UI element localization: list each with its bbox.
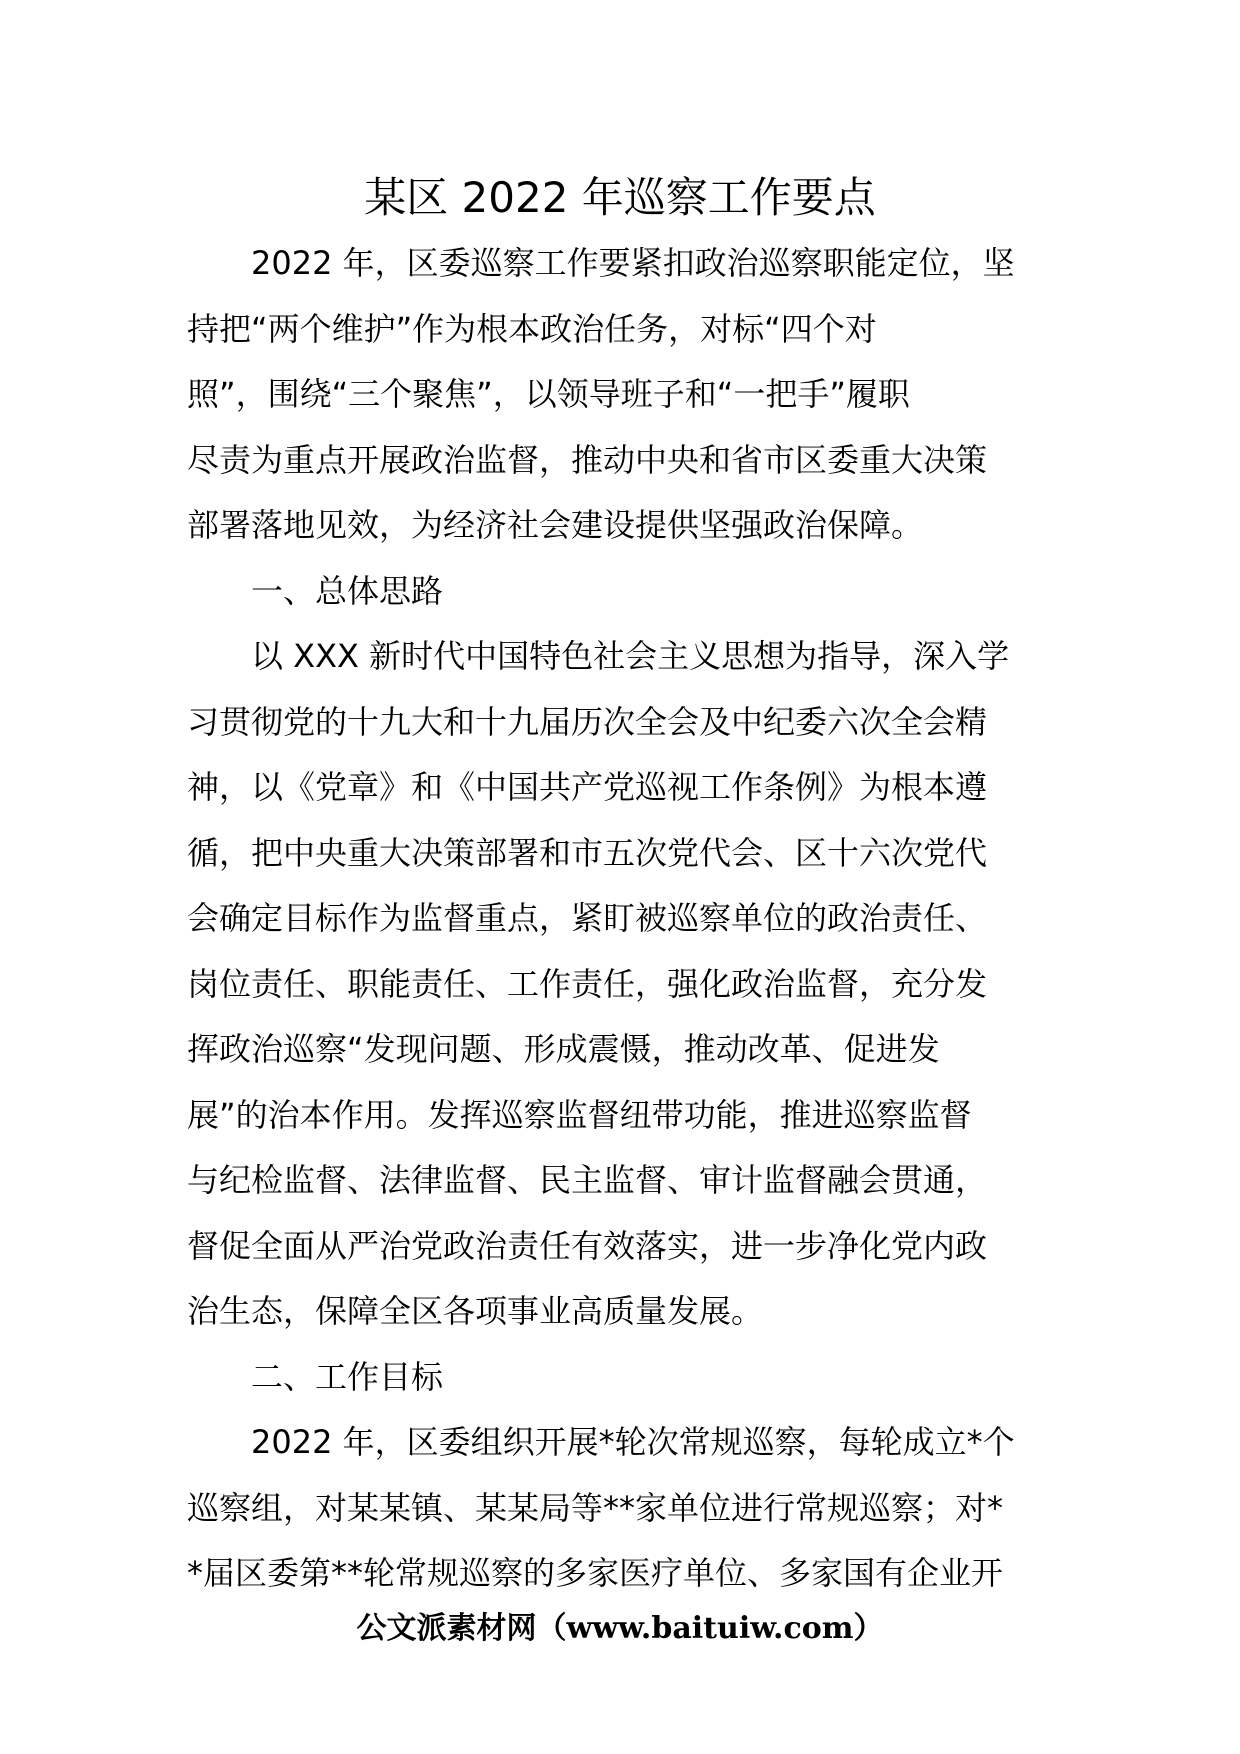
- text-line: 习贯彻党的十九大和十九届历次全会及中纪委六次全会精: [187, 702, 988, 741]
- document-body: [187, 231, 1057, 1607]
- text-line: 部署落地见效，为经济社会建设提供坚强政治保障。: [187, 506, 924, 544]
- section-heading: 一、总体思路: [187, 571, 444, 610]
- text-line: 展”的治本作用。发挥巡察监督纽带功能，推进巡察监督: [187, 1095, 972, 1134]
- document-title: 某区 2022 年巡察工作要点: [364, 173, 876, 222]
- text-line: 照”，围绕“三个聚焦”，以领导班子和“一把手”履职: [187, 375, 910, 413]
- text-line: 巡察组，对某某镇、某某局等**家单位进行常规巡察；对*: [187, 1488, 1004, 1527]
- text-line: *届区委第**轮常规巡察的多家医疗单位、多家国有企业开: [187, 1554, 1004, 1592]
- section-heading: 二、工作目标: [187, 1357, 444, 1396]
- text-line: 督促全面从严治党政治责任有效落实，进一步净化党内政: [187, 1226, 988, 1265]
- text-line: 治生态，保障全区各项事业高质量发展。: [187, 1292, 764, 1330]
- text-line: 2022 年，区委巡察工作要紧扣政治巡察职能定位，坚: [187, 244, 1015, 282]
- text-line: 挥政治巡察“发现问题、形成震慑，推动改革、促进发: [187, 1030, 940, 1068]
- text-line: 与纪检监督、法律监督、民主监督、审计监督融会贯通，: [187, 1161, 988, 1199]
- text-line: 以 XXX 新时代中国特色社会主义思想为指导，深入学: [187, 637, 1010, 675]
- text-line: 2022 年，区委组织开展*轮次常规巡察，每轮成立*个: [187, 1423, 1015, 1461]
- text-line: 尽责为重点开展政治监督，推动中央和省市区委重大决策: [187, 440, 988, 479]
- text-line: 神，以《党章》和《中国共产党巡视工作条例》为根本遵: [187, 768, 988, 806]
- text-line: 岗位责任、职能责任、工作责任，强化政治监督，充分发: [187, 964, 988, 1003]
- text-line: 会确定目标作为监督重点，紧盯被巡察单位的政治责任、: [187, 899, 988, 937]
- footer-watermark: 公文派素材网（www.baituiw.com）: [356, 1611, 884, 1646]
- text-line: 持把“两个维护”作为根本政治任务，对标“四个对: [187, 309, 877, 348]
- text-line: 循，把中央重大决策部署和市五次党代会、区十六次党代: [187, 833, 988, 872]
